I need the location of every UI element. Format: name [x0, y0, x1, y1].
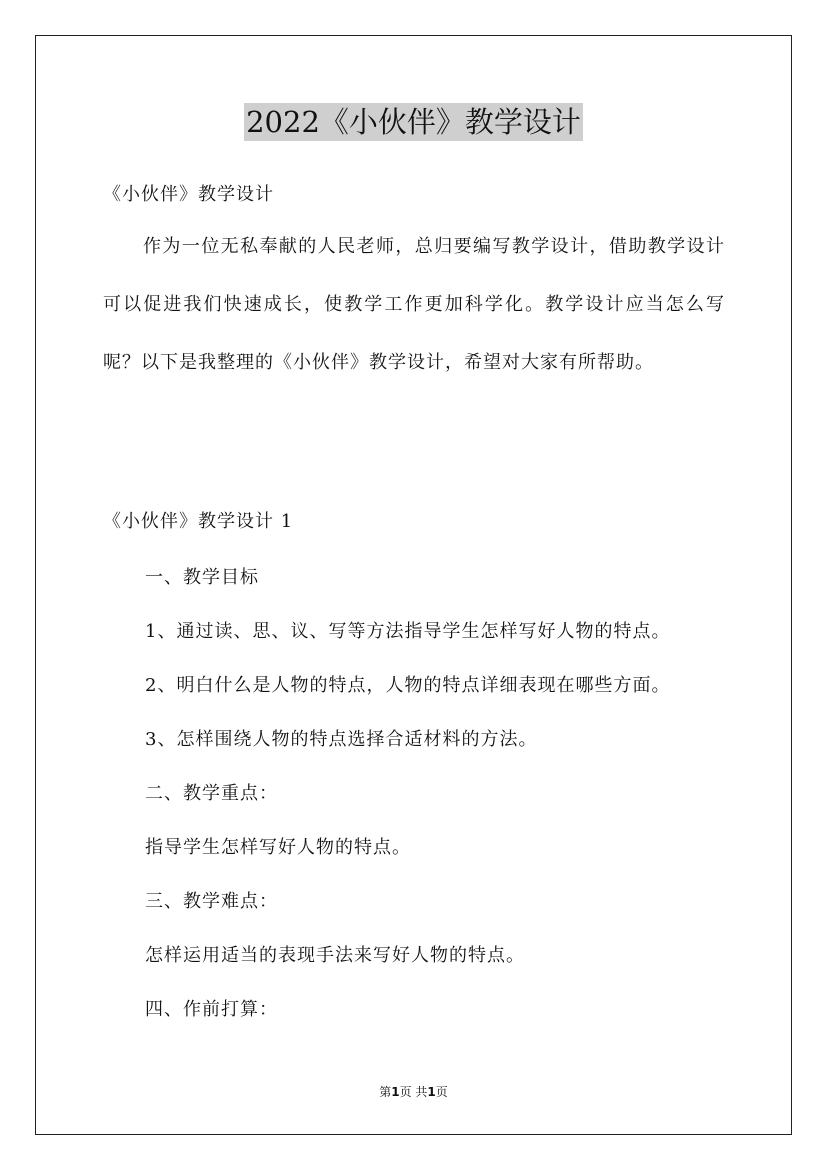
- footer-mid: 页 共: [399, 1085, 428, 1099]
- list-item: 指导学生怎样写好人物的特点。: [145, 837, 411, 858]
- list-item: 一、教学目标: [145, 567, 259, 588]
- list-item: 2、明白什么是人物的特点，人物的特点详细表现在哪些方面。: [145, 675, 671, 696]
- list-item: 四、作前打算：: [145, 999, 278, 1020]
- list-item: 怎样运用适当的表现手法来写好人物的特点。: [145, 945, 525, 966]
- list-item: 二、教学重点：: [145, 783, 278, 804]
- list-item: 1、通过读、思、议、写等方法指导学生怎样写好人物的特点。: [145, 621, 671, 642]
- title-container: [0, 103, 827, 141]
- section-title: 《小伙伴》教学设计 1: [103, 511, 294, 532]
- footer-suffix: 页: [435, 1085, 448, 1099]
- footer-page-total: 1: [427, 1085, 436, 1099]
- document-title: 2022《小伙伴》教学设计: [246, 105, 581, 139]
- list-item: 三、教学难点：: [145, 891, 278, 912]
- list-item: 3、怎样围绕人物的特点选择合适材料的方法。: [145, 729, 538, 750]
- page-footer: [0, 1083, 827, 1100]
- intro-paragraph: 作为一位无私奉献的人民老师，总归要编写教学设计，借助教学设计可以促进我们快速成长，使教学工作更加科学化。教学设计应当怎么写呢？以下是我整理的《小伙伴》教学设计，希望对大家有所帮助。: [103, 236, 725, 373]
- footer-prefix: 第: [379, 1085, 392, 1099]
- document-subtitle: 《小伙伴》教学设计: [103, 184, 274, 205]
- footer-page-number: 1: [391, 1085, 400, 1099]
